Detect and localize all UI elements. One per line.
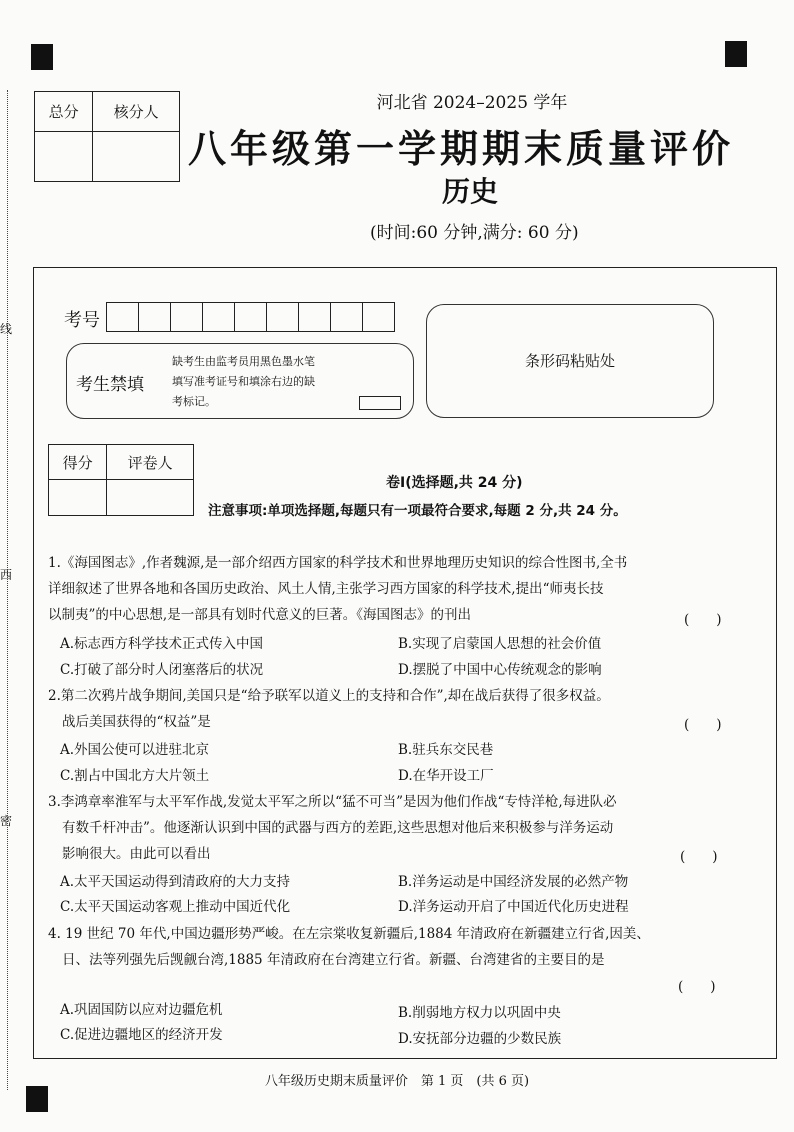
exam-number-cell[interactable] xyxy=(202,302,235,332)
note-line: 缺考生由监考员用黑色墨水笔 xyxy=(172,355,315,368)
exam-number-label: 考号 xyxy=(64,310,100,331)
option-a: A.太平天国运动得到清政府的大力支持 xyxy=(60,874,291,890)
note-line: 考标记。 xyxy=(172,395,216,408)
grader-cell[interactable] xyxy=(107,480,194,516)
answer-bracket[interactable]: ( ) xyxy=(678,979,716,995)
answer-bracket[interactable]: ( ) xyxy=(684,717,722,733)
checker-header: 核分人 xyxy=(93,92,180,132)
binding-mark-west: 西 xyxy=(0,568,13,582)
province-year: 河北省 2024–2025 学年 xyxy=(376,93,568,113)
option-b: B.实现了启蒙国人思想的社会价值 xyxy=(398,636,602,652)
total-score-cell[interactable] xyxy=(35,132,93,182)
answer-bracket[interactable]: ( ) xyxy=(684,612,722,628)
option-b: B.驻兵东交民巷 xyxy=(398,742,494,758)
question-line: 日、法等列强先后觊觎台湾,1885 年清政府在台湾建立行省。新疆、台湾建省的主要目的是 xyxy=(62,952,605,968)
absence-mark-box[interactable] xyxy=(359,396,401,410)
exam-number-cell[interactable] xyxy=(298,302,331,332)
question-line: 1.《海国图志》,作者魏源,是一部介绍西方国家的科学技术和世界地理历史知识的综合性图书,全书 xyxy=(48,555,628,571)
section-title: 卷Ⅰ(选择题,共 24 分) xyxy=(386,475,523,491)
binding-dotted-line xyxy=(7,90,8,1090)
section-score-box xyxy=(48,444,194,516)
option-c: C.打破了部分时人闭塞落后的状况 xyxy=(60,662,264,678)
question-line: 影响很大。由此可以看出 xyxy=(62,846,211,862)
option-b: B.削弱地方权力以巩固中央 xyxy=(398,1005,561,1021)
section-score-cell[interactable] xyxy=(49,480,107,516)
binding-mark-seal: 密 xyxy=(0,814,13,828)
barcode-label: 条形码粘贴处 xyxy=(524,352,615,370)
question-3-stem xyxy=(48,789,617,867)
section-notice: 注意事项:单项选择题,每题只有一项最符合要求,每题 2 分,共 24 分。 xyxy=(208,503,627,519)
candidate-restricted-label: 考生禁填 xyxy=(76,375,144,395)
grader-header: 评卷人 xyxy=(107,445,194,480)
exam-number-cell[interactable] xyxy=(266,302,299,332)
page-footer: 八年级历史期末质量评价 第 1 页 (共 6 页) xyxy=(264,1074,530,1089)
total-score-header: 总分 xyxy=(35,92,93,132)
option-c: C.太平天国运动客观上推动中国近代化 xyxy=(60,899,291,915)
question-line: 2.第二次鸦片战争期间,美国只是“给予联军以道义上的支持和合作”,却在战后获得了很多权益。 xyxy=(48,688,610,704)
exam-number-cell[interactable] xyxy=(234,302,267,332)
question-line: 以制夷”的中心思想,是一部具有划时代意义的巨著。《海国图志》的刊出 xyxy=(48,607,471,623)
option-a: A.外国公使可以进驻北京 xyxy=(60,742,210,758)
option-a: A.巩固国防以应对边疆危机 xyxy=(60,1002,223,1018)
registration-mark-top-right xyxy=(725,41,747,67)
question-1-stem xyxy=(48,550,627,628)
answer-bracket[interactable]: ( ) xyxy=(680,849,718,865)
question-line: 3.李鸿章率淮军与太平军作战,发觉太平军之所以“猛不可当”是因为他们作战“专恃洋枪,每进队必 xyxy=(48,794,617,810)
exam-number-boxes[interactable] xyxy=(107,302,395,336)
option-d: D.洋务运动开启了中国近代化历史进程 xyxy=(398,899,629,915)
option-a: A.标志西方科学技术正式传入中国 xyxy=(60,636,264,652)
exam-title: 八年级第一学期期末质量评价 xyxy=(188,127,735,171)
question-line: 有数千杆冲击”。他逐渐认识到中国的武器与西方的差距,这些思想对他后来积极参与洋务运动 xyxy=(62,820,614,836)
exam-number-cell[interactable] xyxy=(170,302,203,332)
option-d: D.摆脱了中国中心传统观念的影响 xyxy=(398,662,602,678)
exam-number-cell[interactable] xyxy=(330,302,363,332)
question-4-stem xyxy=(48,921,650,973)
checker-cell[interactable] xyxy=(93,132,180,182)
option-d: D.安抚部分边疆的少数民族 xyxy=(398,1031,562,1047)
subject-title: 历史 xyxy=(442,175,499,208)
exam-time-info: (时间:60 分钟,满分: 60 分) xyxy=(370,223,579,243)
registration-mark-bottom-left xyxy=(26,1086,48,1112)
question-line: 战后美国获得的“权益”是 xyxy=(62,714,211,730)
option-d: D.在华开设工厂 xyxy=(398,768,494,784)
binding-mark-line: 线 xyxy=(0,322,13,336)
question-line: 详细叙述了世界各地和各国历史政治、风土人情,主张学习西方国家的科学技术,提出“师夷长技 xyxy=(48,581,604,597)
option-b: B.洋务运动是中国经济发展的必然产物 xyxy=(398,874,629,890)
option-c: C.割占中国北方大片领土 xyxy=(60,768,210,784)
exam-number-cell[interactable] xyxy=(106,302,139,332)
exam-number-cell[interactable] xyxy=(362,302,395,332)
question-line: 4. 19 世纪 70 年代,中国边疆形势严峻。在左宗棠收复新疆后,1884 年清政府在新疆建立行省,因美、 xyxy=(48,926,650,942)
option-c: C.促进边疆地区的经济开发 xyxy=(60,1027,223,1043)
section-score-header: 得分 xyxy=(49,445,107,480)
candidate-restricted-note xyxy=(172,352,315,412)
exam-number-cell[interactable] xyxy=(138,302,171,332)
note-line: 填写准考证号和填涂右边的缺 xyxy=(172,375,315,388)
registration-mark-top-left xyxy=(31,44,53,70)
question-2-stem xyxy=(48,683,610,735)
